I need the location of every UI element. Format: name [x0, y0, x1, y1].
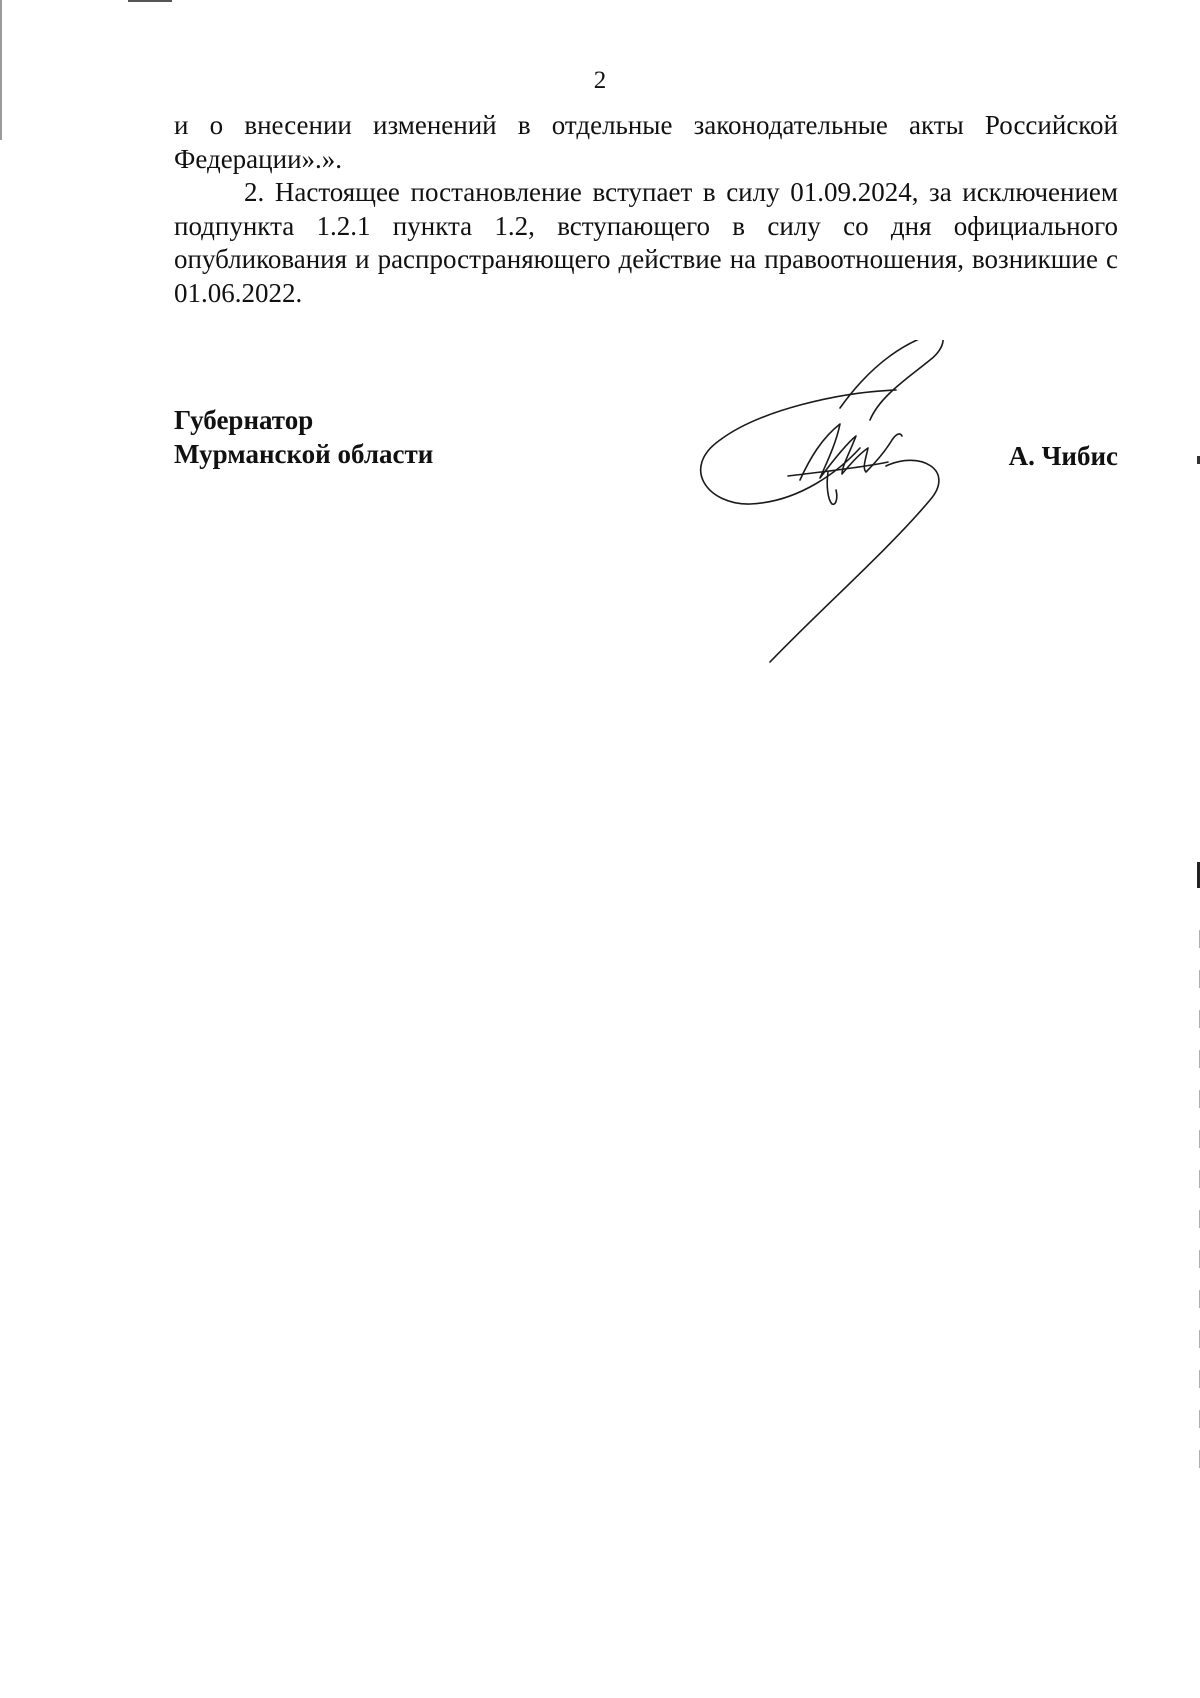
- signatory-title-line1: Губернатор: [174, 405, 314, 435]
- signature-stroke-loop: [701, 390, 896, 504]
- paragraph-continuation: и о внесении изменений в отдельные законодательные акты Российской Федерации».».: [174, 110, 1118, 174]
- signature-stroke-stem: [827, 472, 837, 504]
- document-body: [174, 109, 1118, 310]
- signatory-title: [174, 404, 433, 471]
- signatory-name: А. Чибис: [1008, 441, 1118, 471]
- scan-artifact-top-mark: [128, 0, 172, 2]
- signatory-title-line2: Мурманской области: [174, 438, 434, 469]
- handwritten-signature: [690, 340, 970, 670]
- paragraph-effective-date: 2. Настоящее постановление вступает в силу 01.09.2024, за исключением подпункта 1.2.1 пункта 1.2, вступающего в силу со дня официального опубликования и распространяющего действие на правоотношения, возникшие с 01.06.2022.: [174, 177, 1118, 308]
- signature-stroke-tail: [770, 460, 939, 662]
- signature-stroke-letters: [800, 424, 902, 480]
- signature-stroke-top: [840, 340, 943, 420]
- page-number: 2: [593, 67, 607, 94]
